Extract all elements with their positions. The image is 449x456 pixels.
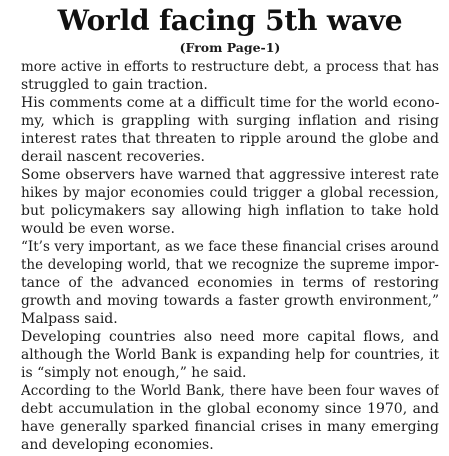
text-line: His comments come at a difficult time for the world econo-	[21, 95, 439, 111]
text-line: tance of the advanced economies in terms of restoring	[21, 275, 439, 291]
headline: World facing 5th wave	[57, 4, 403, 37]
paragraph	[21, 382, 439, 454]
article	[21, 0, 439, 454]
text-line: “It’s very important, as we face these financial crises around	[21, 239, 439, 255]
text-line: derail nascent recoveries.	[21, 149, 205, 165]
text-line: Developing countries also need more capital flows, and	[21, 329, 439, 345]
article-body	[21, 58, 439, 454]
text-line: the developing world, that we recognize the supreme impor-	[21, 257, 439, 273]
text-line: interest rates that threaten to ripple around the globe and	[21, 131, 439, 147]
text-line: hikes by major economies could trigger a global recession,	[21, 185, 439, 201]
paragraph	[21, 328, 439, 382]
paragraph	[21, 94, 439, 166]
text-line: Some observers have warned that aggressive interest rate	[21, 167, 439, 183]
text-line: although the World Bank is expanding help for countries, it	[21, 347, 439, 363]
text-line: more active in efforts to restructure debt, a process that has	[21, 59, 439, 75]
text-line: have generally sparked financial crises in many emerging	[21, 419, 439, 435]
text-line: but policymakers say allowing high inflation to take hold	[21, 203, 439, 219]
text-line: my, which is grappling with surging inflation and rising	[21, 113, 439, 129]
text-line: is “simply not enough,” he said.	[21, 365, 247, 381]
text-line: struggled to gain traction.	[21, 77, 208, 93]
continuation-note: (From Page-1)	[179, 40, 281, 55]
text-line: According to the World Bank, there have been four waves of	[21, 383, 439, 399]
paragraph	[21, 238, 439, 328]
text-line: growth and moving towards a faster growth environment,”	[21, 293, 439, 309]
paragraph	[21, 58, 439, 94]
text-line: would be even worse.	[21, 221, 175, 237]
text-line: Malpass said.	[21, 311, 118, 327]
text-line: and developing economies.	[21, 437, 214, 453]
paragraph	[21, 166, 439, 238]
text-line: debt accumulation in the global economy since 1970, and	[21, 401, 439, 417]
